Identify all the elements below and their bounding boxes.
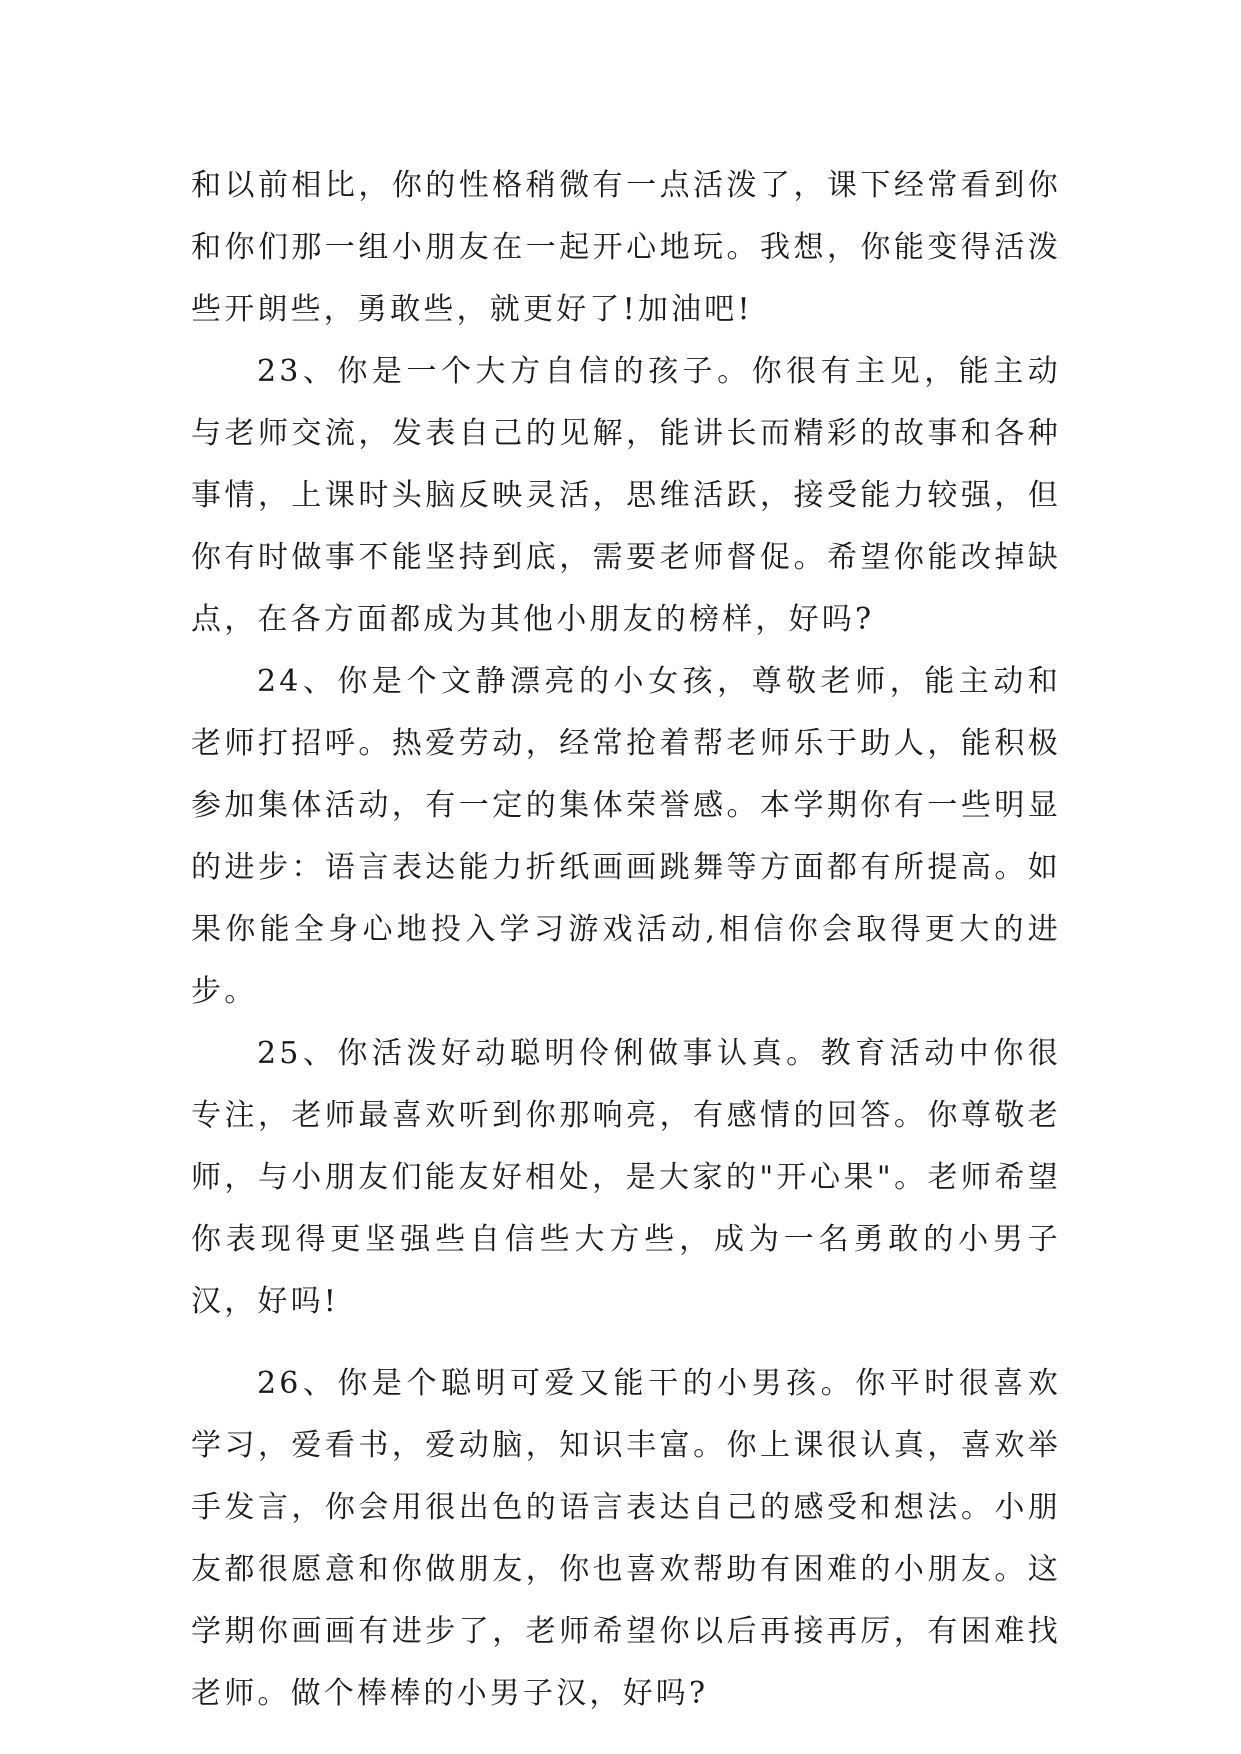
paragraph-comment-24: 24、你是个文静漂亮的小女孩，尊敬老师，能主动和老师打招呼。热爱劳动，经常抢着帮老师乐于助人，能积极参加集体活动，有一定的集体荣誉感。本学期你有一些明显的进步：语言表达能力折纸画画跳舞等方面都有所提高。如果你能全身心地投入学习游戏活动,相信你会取得更大的进步。 (191, 664, 1061, 1009)
paragraph-comment-23: 23、你是一个大方自信的孩子。你很有主见，能主动与老师交流，发表自己的见解，能讲长而精彩的故事和各种事情，上课时头脑反映灵活，思维活跃，接受能力较强，但你有时做事不能坚持到底，需要老师督促。希望你能改掉缺点，在各方面都成为其他小朋友的榜样，好吗? (191, 354, 1061, 637)
paragraph-comment-25: 25、你活泼好动聪明伶俐做事认真。教育活动中你很专注，老师最喜欢听到你那响亮，有感情的回答。你尊敬老师，与小朋友们能友好相处，是大家的"开心果"。老师希望你表现得更坚强些自信些大方些，成为一名勇敢的小男子汉，好吗! (191, 1036, 1061, 1319)
document-body (191, 155, 1061, 1725)
paragraph-comment-26: 26、你是个聪明可爱又能干的小男孩。你平时很喜欢学习，爱看书，爱动脑，知识丰富。你上课很认真，喜欢举手发言，你会用很出色的语言表达自己的感受和想法。小朋友都很愿意和你做朋友，你也喜欢帮助有困难的小朋友。这学期你画画有进步了，老师希望你以后再接再厉，有困难找老师。做个棒棒的小男子汉，好吗? (191, 1366, 1061, 1711)
paragraph-continuation: 和以前相比，你的性格稍微有一点活泼了，课下经常看到你和你们那一组小朋友在一起开心地玩。我想，你能变得活泼些开朗些，勇敢些，就更好了!加油吧! (191, 168, 1061, 327)
